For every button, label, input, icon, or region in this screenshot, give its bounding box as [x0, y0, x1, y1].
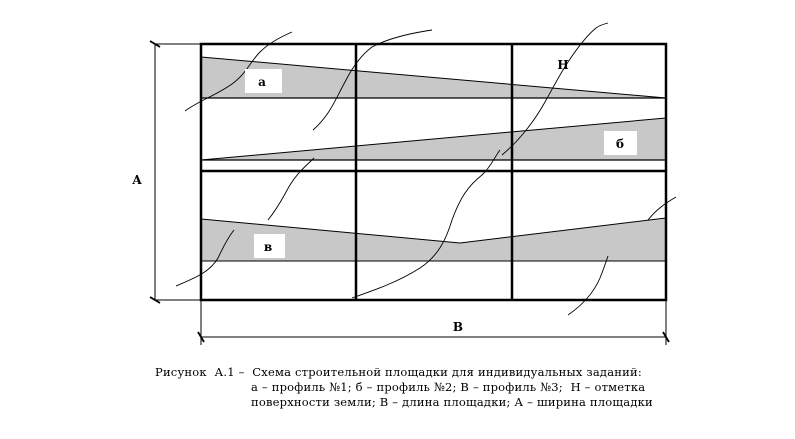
- label-h: Н: [557, 58, 569, 72]
- dimension-length: [198, 300, 669, 345]
- caption-line-1: Рисунок А.1 – Схема строительной площадки для индивидуальных заданий:: [155, 365, 642, 379]
- label-b: б: [615, 137, 625, 151]
- dimension-width-label: А: [132, 173, 142, 187]
- caption-line-2: а – профиль №1; б – профиль №2; В – профиль №3; Н – отметка: [251, 380, 646, 394]
- dimension-width: [150, 41, 201, 303]
- dimension-length-label: В: [452, 320, 464, 334]
- label-a: а: [258, 75, 266, 89]
- caption-line-3: поверхности земли; В – длина площадки; А – ширина площадки: [251, 395, 653, 409]
- label-v: в: [263, 240, 273, 254]
